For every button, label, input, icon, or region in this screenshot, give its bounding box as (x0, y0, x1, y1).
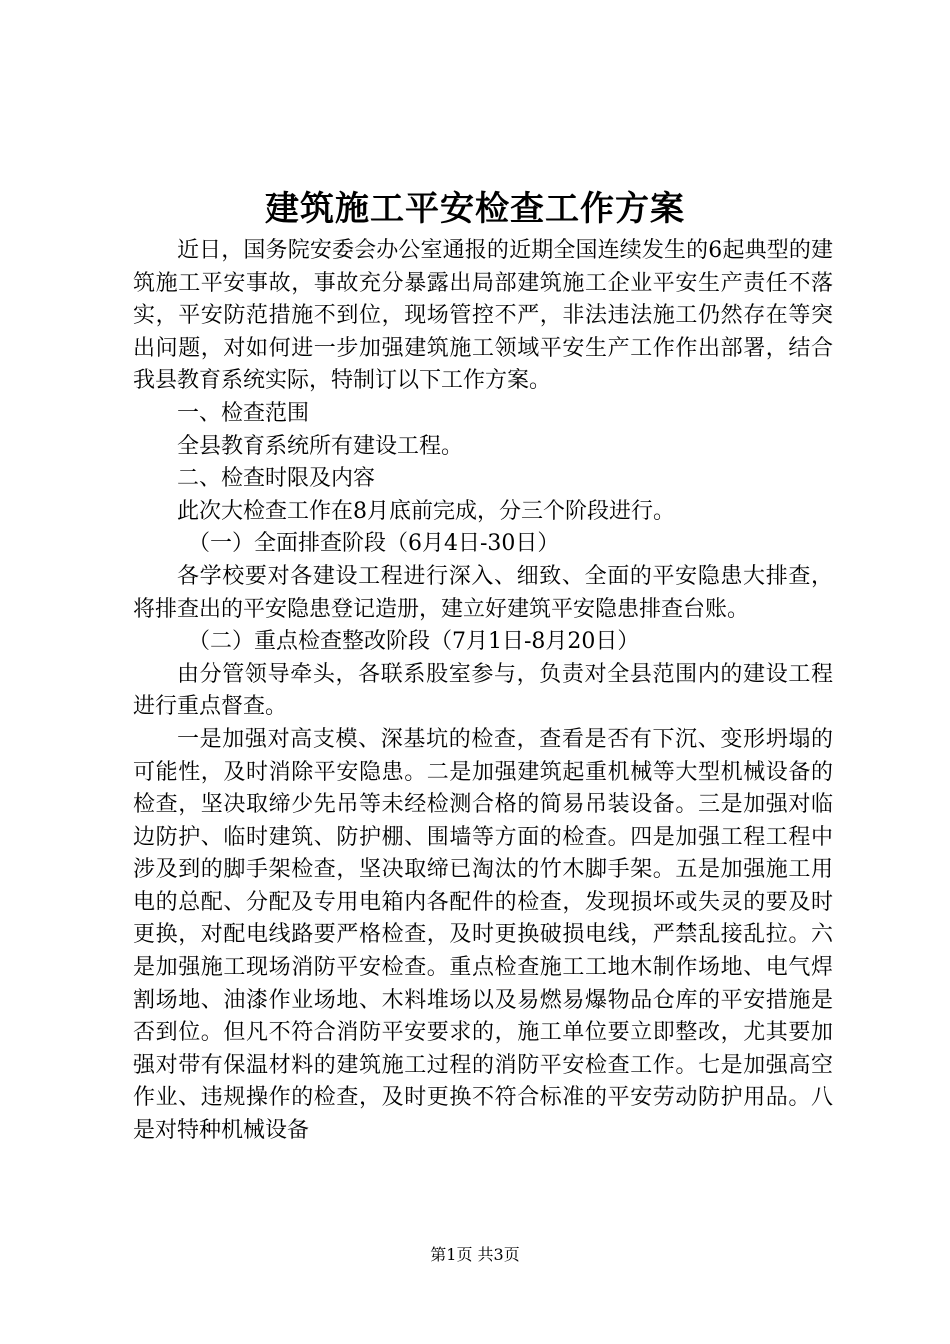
stage-2-paragraph: 由分管领导牵头，各联系股室参与，负责对全县范围内的建设工程进行重点督查。 (133, 661, 833, 720)
intro-paragraph: 近日，国务院安委会办公室通报的近期全国连续发生的6起典型的建筑施工平安事故，事故充分暴露出局部建筑施工企业平安生产责任不落实，平安防范措施不到位，现场管控不严，非法违法施工仍然存在等突出问题，对如何进一步加强建筑施工领域平安生产工作作出部署，结合我县教育系统实际，特制订以下工作方案。 (133, 238, 833, 394)
subsection-heading-stage-2: （二）重点检查整改阶段（7月1日-8月20日） (188, 629, 640, 655)
section-heading-timeline: 二、检查时限及内容 (177, 466, 376, 492)
subsection-heading-stage-1: （一）全面排查阶段（6月4日-30日） (188, 531, 560, 557)
scope-paragraph: 全县教育系统所有建设工程。 (177, 433, 464, 459)
inspection-items-paragraph: 一是加强对高支模、深基坑的检查，查看是否有下沉、变形坍塌的可能性，及时消除平安隐患。二是加强建筑起重机械等大型机械设备的检查，坚决取缔少先吊等未经检测合格的简易吊装设备。三是加强对临边防护、临时建筑、防护棚、围墙等方面的检查。四是加强工程工程中涉及到的脚手架检查，坚决取缔已淘汰的竹木脚手架。五是加强施工用电的总配、分配及专用电箱内各配件的检查，发现损坏或失灵的要及时更换，对配电线路要严格检查，及时更换破损电线，严禁乱接乱拉。六是加强施工现场消防平安检查。重点检查施工工地木制作场地、电气焊割场地、油漆作业场地、木料堆场以及易燃易爆物品仓库的平安措施是否到位。但凡不符合消防平安要求的，施工单位要立即整改，尤其要加强对带有保温材料的建筑施工过程的消防平安检查工作。七是加强高空作业、违规操作的检查，及时更换不符合标准的平安劳动防护用品。八是对特种机械设备 (133, 726, 833, 1144)
document-title: 建筑施工平安检查工作方案 (265, 189, 685, 229)
document-body (133, 235, 833, 1148)
page-number-footer: 第1页 共3页 (430, 1245, 520, 1264)
stage-1-paragraph: 各学校要对各建设工程进行深入、细致、全面的平安隐患大排查，将排查出的平安隐患登记造册，建立好建筑平安隐患排查台账。 (133, 563, 833, 622)
timeline-paragraph: 此次大检查工作在8月底前完成，分三个阶段进行。 (177, 498, 675, 524)
section-heading-scope: 一、检查范围 (177, 400, 310, 426)
